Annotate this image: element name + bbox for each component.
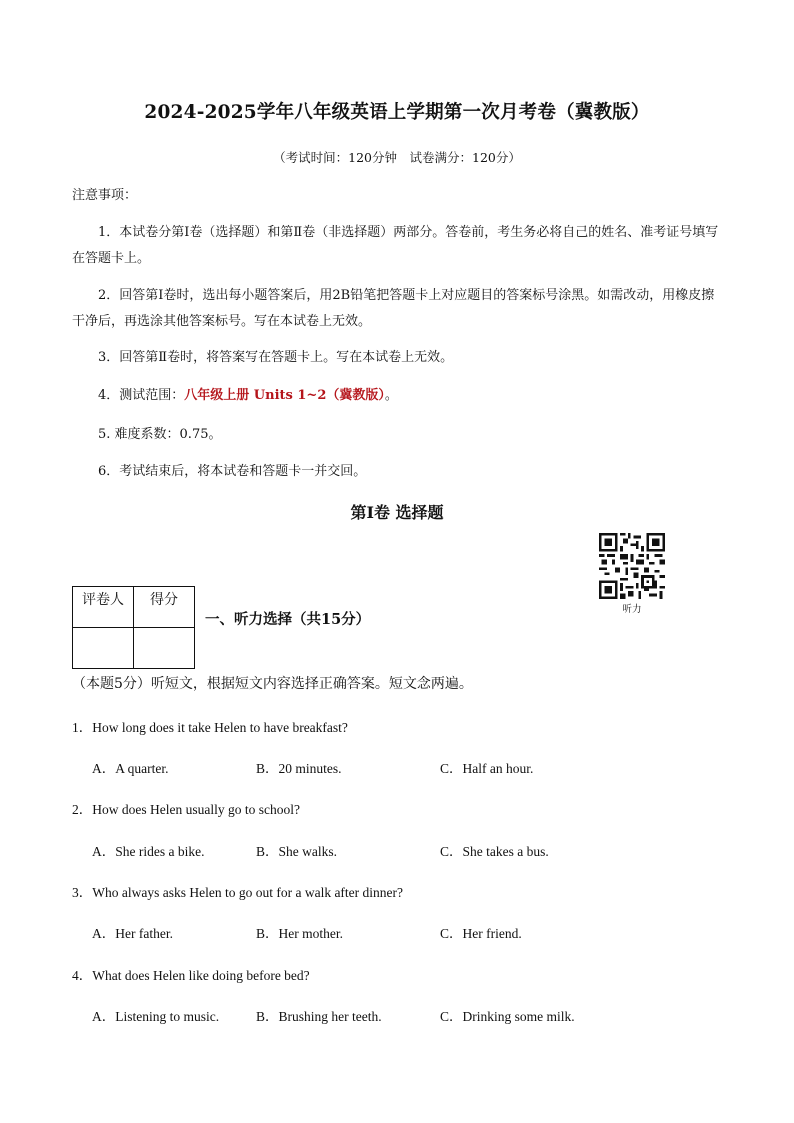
qr-code-icon[interactable] (599, 533, 665, 599)
question-3-option-c[interactable]: C．Her friend. (440, 926, 522, 941)
question-1-option-b[interactable]: B．20 minutes. (256, 761, 342, 776)
part-title: 一、听力选择（共15分） (205, 611, 371, 628)
note-item-4 (98, 384, 398, 403)
note-item-2: 2．回答第Ⅰ卷时，选出每小题答案后，用2B铅笔把答题卡上对应题目的答案标号涂黑。如需改动，用橡皮擦干净后，再选涂其他答案标号。写在本试卷上无效。 (72, 288, 715, 329)
question-2-option-b[interactable]: B．She walks. (256, 844, 337, 859)
question-4-option-b[interactable]: B．Brushing her teeth. (256, 1009, 382, 1024)
grader-table (72, 586, 195, 669)
note-item-6: 6．考试结束后，将本试卷和答题卡一并交回。 (98, 464, 367, 479)
score-header: 得分 (134, 587, 195, 628)
question-1-stem: 1．How long does it take Helen to have breakfast? (72, 720, 348, 735)
reviewer-cell[interactable] (73, 628, 134, 669)
question-1-option-a[interactable]: A．A quarter. (92, 761, 169, 776)
reviewer-header: 评卷人 (73, 587, 134, 628)
question-3-option-a[interactable]: A．Her father. (92, 926, 173, 941)
question-2-option-a[interactable]: A．She rides a bike. (92, 844, 205, 859)
question-3-stem: 3．Who always asks Helen to go out for a walk after dinner? (72, 885, 404, 900)
score-cell[interactable] (134, 628, 195, 669)
question-2-stem: 2．How does Helen usually go to school? (72, 802, 300, 817)
exam-title: 2024-2025学年八年级英语上学期第一次月考卷（冀教版） (144, 102, 650, 123)
section-title: 第Ⅰ卷 选择题 (350, 503, 444, 522)
test-scope: 八年级上册 Units 1~2（冀教版） (184, 388, 385, 403)
note-item-4-label: 4．测试范围： (98, 388, 185, 403)
part-instructions: （本题5分）听短文，根据短文内容选择正确答案。短文念两遍。 (72, 676, 473, 692)
question-3-option-b[interactable]: B．Her mother. (256, 926, 343, 941)
qr-label: 听力 (622, 604, 642, 615)
question-4-stem: 4．What does Helen like doing before bed? (72, 968, 310, 983)
exam-subtitle: （考试时间：120分钟 试卷满分：120分） (273, 150, 521, 165)
question-1-option-c[interactable]: C．Half an hour. (440, 761, 534, 776)
question-4-option-a[interactable]: A．Listening to music. (92, 1009, 220, 1024)
note-item-3: 3．回答第Ⅱ卷时，将答案写在答题卡上。写在本试卷上无效。 (98, 350, 454, 365)
note-item-1: 1．本试卷分第Ⅰ卷（选择题）和第Ⅱ卷（非选择题）两部分。答卷前，考生务必将自己的姓名、准考证号填写在答题卡上。 (72, 225, 719, 266)
notes-heading: 注意事项： (72, 188, 138, 203)
question-4-option-c[interactable]: C．Drinking some milk. (440, 1009, 575, 1024)
note-item-4-end: 。 (384, 388, 398, 403)
question-2-option-c[interactable]: C．She takes a bus. (440, 844, 549, 859)
note-item-5: 5. 难度系数：0.75。 (98, 427, 222, 442)
